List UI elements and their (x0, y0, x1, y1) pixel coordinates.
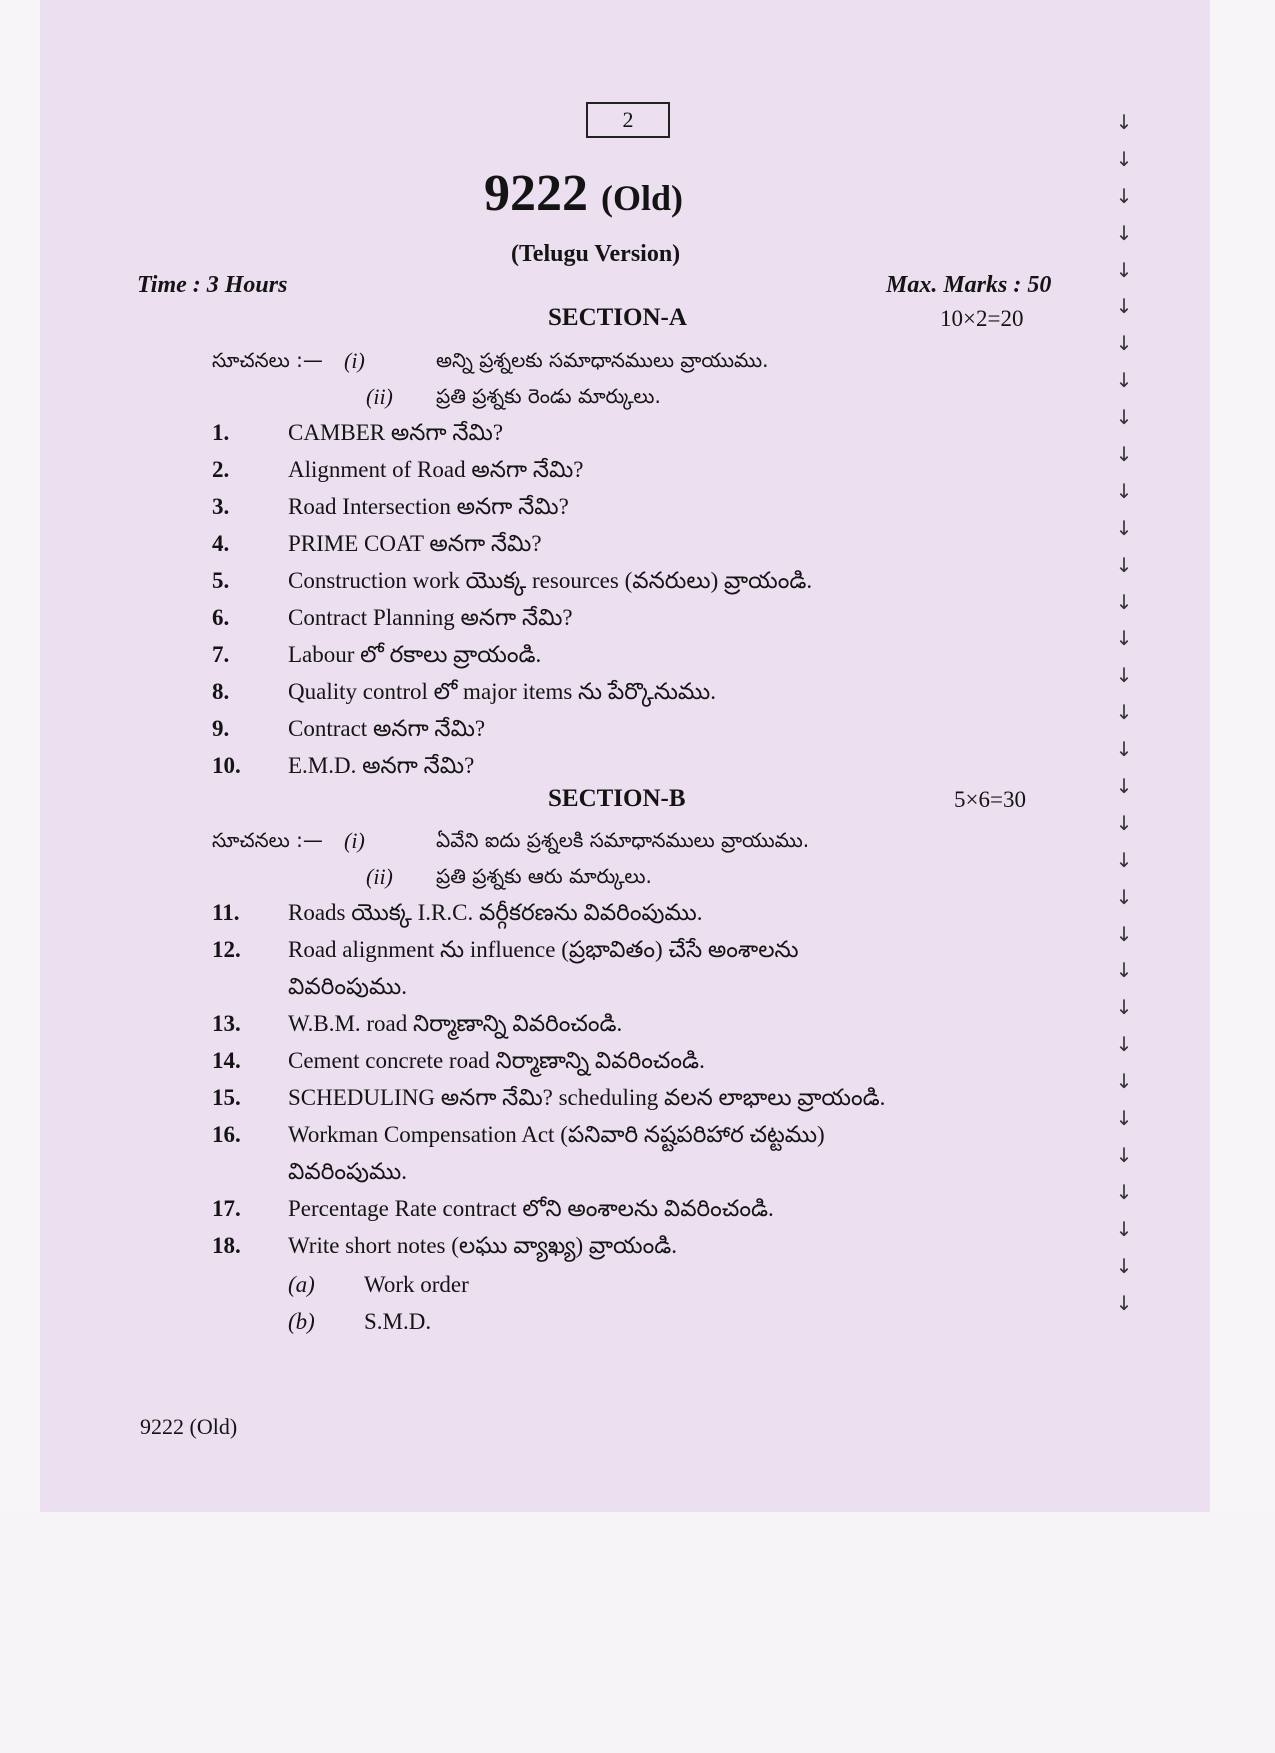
section-a-note-label: సూచనలు :— (212, 348, 323, 372)
down-arrow-icon: ↓ (1115, 146, 1133, 171)
paper-code-suffix: (Old) (601, 178, 684, 218)
down-arrow-icon: ↓ (1115, 1216, 1133, 1241)
down-arrow-icon: ↓ (1115, 774, 1133, 799)
section-b-note-2-label: (ii) (366, 864, 393, 889)
paper-code: 9222 (Old) (484, 165, 684, 222)
section-b-note-2-text: ప్రతి ప్రశ్నకు ఆరు మార్కులు. (436, 864, 652, 888)
down-arrow-icon: ↓ (1115, 810, 1133, 835)
down-arrow-icon: ↓ (1115, 257, 1133, 282)
section-a-title: SECTION-A (548, 304, 687, 331)
down-arrow-icon: ↓ (1115, 700, 1133, 725)
section-a-note-2-text: ప్రతి ప్రశ్నకు రెండు మార్కులు. (436, 384, 661, 408)
down-arrow-icon: ↓ (1115, 1106, 1133, 1131)
down-arrow-icon: ↓ (1115, 995, 1133, 1020)
down-arrow-icon: ↓ (1115, 442, 1133, 467)
down-arrow-icon: ↓ (1115, 737, 1133, 762)
page-number-box: 2 (586, 102, 670, 138)
section-a-note-1-label: (i) (344, 348, 365, 373)
down-arrow-icon: ↓ (1115, 183, 1133, 208)
down-arrow-icon: ↓ (1115, 1253, 1133, 1278)
down-arrow-icon: ↓ (1115, 1142, 1133, 1167)
time-label: Time : 3 Hours (137, 272, 288, 298)
section-a-marks: 10×2=20 (940, 306, 1024, 331)
section-b-marks: 5×6=30 (954, 787, 1026, 812)
down-arrow-icon: ↓ (1115, 626, 1133, 651)
down-arrow-icon: ↓ (1115, 368, 1133, 393)
down-arrow-icon: ↓ (1115, 1069, 1133, 1094)
down-arrow-icon: ↓ (1115, 921, 1133, 946)
footer-code: 9222 (Old) (140, 1414, 238, 1439)
section-b-title: SECTION-B (548, 785, 686, 812)
down-arrow-icon: ↓ (1115, 663, 1133, 688)
down-arrow-icon: ↓ (1115, 884, 1133, 909)
down-arrow-icon: ↓ (1115, 1179, 1133, 1204)
down-arrow-icon: ↓ (1115, 1290, 1133, 1315)
down-arrow-icon: ↓ (1115, 552, 1133, 577)
down-arrow-icon: ↓ (1115, 1032, 1133, 1057)
section-b-note-1-label: (i) (344, 828, 365, 853)
version-label: (Telugu Version) (511, 241, 681, 267)
down-arrow-icon: ↓ (1115, 515, 1133, 540)
margin-arrows (1114, 104, 1134, 1321)
down-arrow-icon: ↓ (1115, 958, 1133, 983)
down-arrow-icon: ↓ (1115, 294, 1133, 319)
section-a-note-2-label: (ii) (366, 384, 393, 409)
max-marks-label: Max. Marks : 50 (886, 272, 1052, 298)
down-arrow-icon: ↓ (1115, 405, 1133, 430)
section-b-note-label: సూచనలు :— (212, 828, 323, 852)
down-arrow-icon: ↓ (1115, 220, 1133, 245)
down-arrow-icon: ↓ (1115, 847, 1133, 872)
down-arrow-icon: ↓ (1115, 331, 1133, 356)
down-arrow-icon: ↓ (1115, 478, 1133, 503)
down-arrow-icon: ↓ (1115, 589, 1133, 614)
down-arrow-icon: ↓ (1115, 110, 1133, 134)
scan-margin (0, 1512, 1275, 1753)
section-a-note-1-text: అన్ని ప్రశ్నలకు సమాధానములు వ్రాయుము. (436, 348, 769, 372)
section-b-note-1-text: ఏవేని ఐదు ప్రశ్నలకి సమాధానములు వ్రాయుము. (436, 828, 810, 852)
